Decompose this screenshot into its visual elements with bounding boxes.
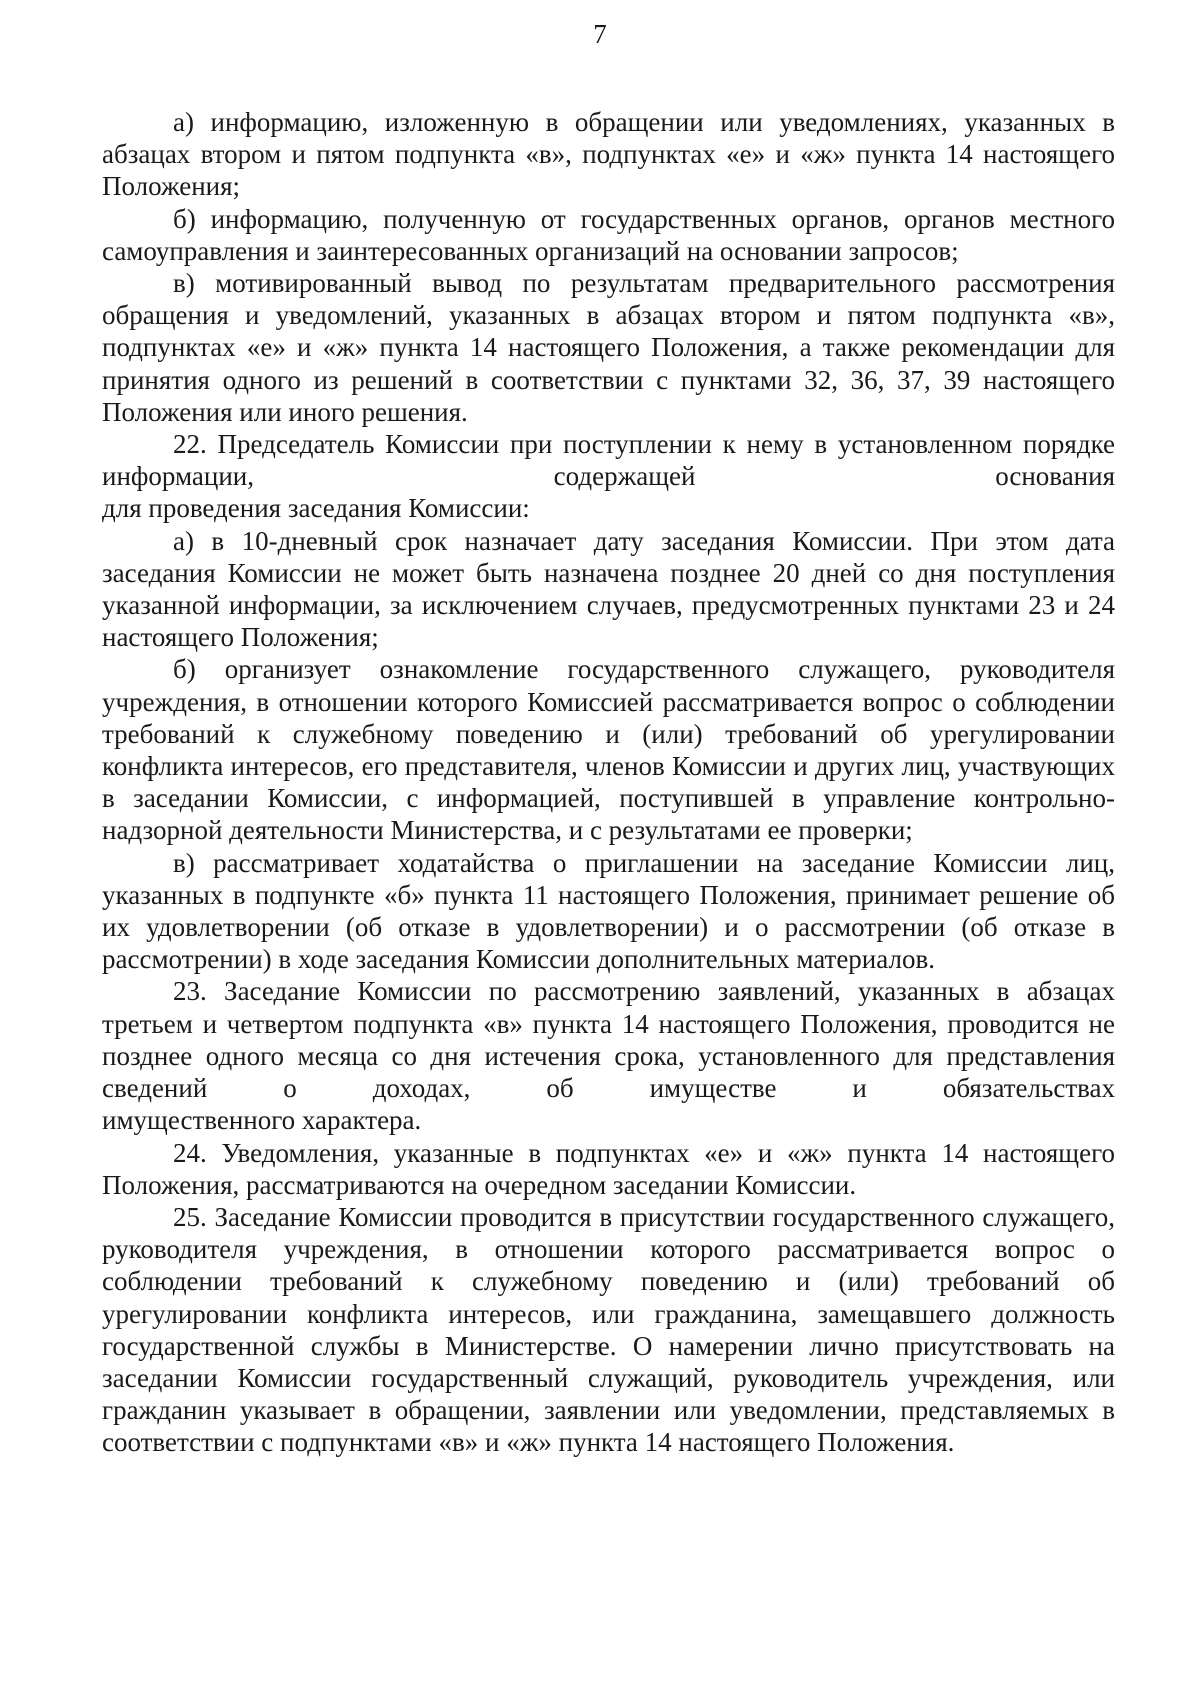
paragraph-23: 23. Заседание Комиссии по рассмотрению заявлений, указанных в абзацах третьем и четвертом подпункта «в» пункта 14 настоящего Положения, проводится не позднее одного месяца со дня истечения срока, установленного для представления сведений о доходах, об имуществе и обязательствах <box>102 976 1115 1104</box>
paragraph-23-continuation: имущественного характера. <box>102 1105 422 1136</box>
document-body <box>102 106 1115 1459</box>
paragraph-21a: а) информацию, изложенную в обращении или уведомлениях, указанных в абзацах втором и пятом подпункта «в», подпунктах «е» и «ж» пункта 14 настоящего Положения; <box>102 107 1115 202</box>
paragraph-22-continuation: для проведения заседания Комиссии: <box>102 493 530 524</box>
page-number: 7 <box>593 19 607 49</box>
paragraph-21b: б) информацию, полученную от государственных органов, органов местного самоуправления и заинтересованных организаций на основании запросов; <box>102 203 1115 266</box>
paragraph-22b: б) организует ознакомление государственного служащего, руководителя учреждения, в отношении которого Комиссией рассматривается вопрос о соблюдении требований к служебному поведению и (или) требований об урегулировании конфликта интересов, его представителя, членов Комиссии и других лиц, участвующих в заседании Комиссии, с информацией, поступившей в управление контрольно-надзорной деятельности Министерства, и с результатами ее проверки; <box>102 654 1115 846</box>
paragraph-22a: а) в 10-дневный срок назначает дату заседания Комиссии. При этом дата заседания Комиссии не может быть назначена позднее 20 дней со дня поступления указанной информации, за исключением случаев, предусмотренных пунктами 23 и 24 настоящего Положения; <box>102 525 1115 653</box>
paragraph-24: 24. Уведомления, указанные в подпунктах «е» и «ж» пункта 14 настоящего Положения, рассматриваются на очередном заседании Комиссии. <box>102 1137 1115 1200</box>
paragraph-25: 25. Заседание Комиссии проводится в присутствии государственного служащего, руководителя учреждения, в отношении которого рассматривается вопрос о соблюдении требований к служебному поведению и (или) требований об урегулировании конфликта интересов, или гражданина, замещавшего должность государственной службы в Министерстве. О намерении лично присутствовать на заседании Комиссии государственный служащий, руководитель учреждения, или гражданин указывает в обращении, заявлении или уведомлении, представляемых в соответствии с подпунктами «в» и «ж» пункта 14 настоящего Положения. <box>102 1201 1115 1458</box>
paragraph-22c: в) рассматривает ходатайства о приглашении на заседание Комиссии лиц, указанных в подпункте «б» пункта 11 настоящего Положения, принимает решение об их удовлетворении (об отказе в удовлетворении) и о рассмотрении (об отказе в рассмотрении) в ходе заседания Комиссии дополнительных материалов. <box>102 847 1115 975</box>
paragraph-21c: в) мотивированный вывод по результатам предварительного рассмотрения обращения и уведомлений, указанных в абзацах втором и пятом подпункта «в», подпунктах «е» и «ж» пункта 14 настоящего Положения, а также рекомендации для принятия одного из решений в соответствии с пунктами 32, 36, 37, 39 настоящего Положения или иного решения. <box>102 268 1115 427</box>
paragraph-22: 22. Председатель Комиссии при поступлении к нему в установленном порядке информации, содержащей основания <box>102 429 1115 492</box>
